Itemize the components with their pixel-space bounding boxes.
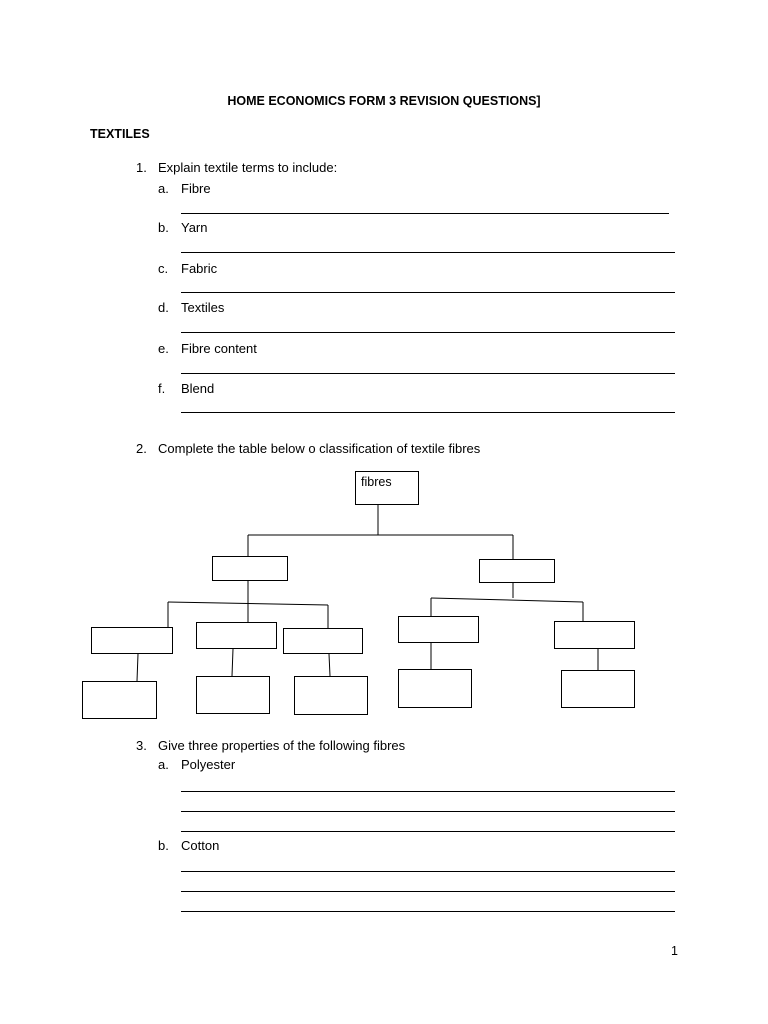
q1-item-letter: c. bbox=[158, 261, 169, 276]
tree-blank-box[interactable] bbox=[294, 676, 368, 715]
q3-number: 3. bbox=[136, 738, 147, 753]
section-heading: TEXTILES bbox=[90, 127, 150, 141]
q1-item-letter: b. bbox=[158, 220, 169, 235]
tree-blank-box[interactable] bbox=[196, 676, 270, 714]
answer-line[interactable] bbox=[181, 811, 675, 812]
answer-line[interactable] bbox=[181, 791, 675, 792]
q1-item-label: Yarn bbox=[181, 220, 208, 235]
answer-line[interactable] bbox=[181, 871, 675, 872]
tree-root-label: fibres bbox=[361, 475, 392, 489]
tree-blank-box[interactable] bbox=[398, 669, 472, 708]
q1-item-label: Fibre bbox=[181, 181, 211, 196]
q1-number: 1. bbox=[136, 160, 147, 175]
tree-root-box bbox=[355, 471, 419, 505]
q2-text: Complete the table below o classification of textile fibres bbox=[158, 441, 481, 456]
q1-item-letter: d. bbox=[158, 300, 169, 315]
q3-item-letter: a. bbox=[158, 757, 169, 772]
q1-item-label: Fibre content bbox=[181, 341, 257, 356]
answer-line[interactable] bbox=[181, 891, 675, 892]
answer-line[interactable] bbox=[181, 831, 675, 832]
q1-item-label: Fabric bbox=[181, 261, 218, 276]
q1-item-label: Blend bbox=[181, 381, 215, 396]
tree-blank-box[interactable] bbox=[283, 628, 363, 654]
q1-text: Explain textile terms to include: bbox=[158, 160, 338, 175]
tree-blank-box[interactable] bbox=[91, 627, 173, 654]
q1-item-letter: e. bbox=[158, 341, 169, 356]
q3-item-label: Polyester bbox=[181, 757, 236, 772]
tree-blank-box[interactable] bbox=[212, 556, 288, 581]
tree-blank-box[interactable] bbox=[479, 559, 555, 583]
q1-item-label: Textiles bbox=[181, 300, 225, 315]
page-number: 1 bbox=[671, 944, 678, 958]
tree-blank-box[interactable] bbox=[82, 681, 157, 719]
q3-item-letter: b. bbox=[158, 838, 169, 853]
tree-blank-box[interactable] bbox=[561, 670, 635, 708]
q1-item-letter: f. bbox=[158, 381, 166, 396]
tree-blank-box[interactable] bbox=[554, 621, 635, 649]
tree-blank-box[interactable] bbox=[196, 622, 277, 649]
q3-text: Give three properties of the following fibres bbox=[158, 738, 406, 753]
page-title: HOME ECONOMICS FORM 3 REVISION QUESTIONS] bbox=[227, 94, 541, 108]
q2-number: 2. bbox=[136, 441, 147, 456]
tree-blank-box[interactable] bbox=[398, 616, 479, 643]
q1-item-letter: a. bbox=[158, 181, 169, 196]
q3-item-label: Cotton bbox=[181, 838, 220, 853]
answer-line[interactable] bbox=[181, 911, 675, 912]
